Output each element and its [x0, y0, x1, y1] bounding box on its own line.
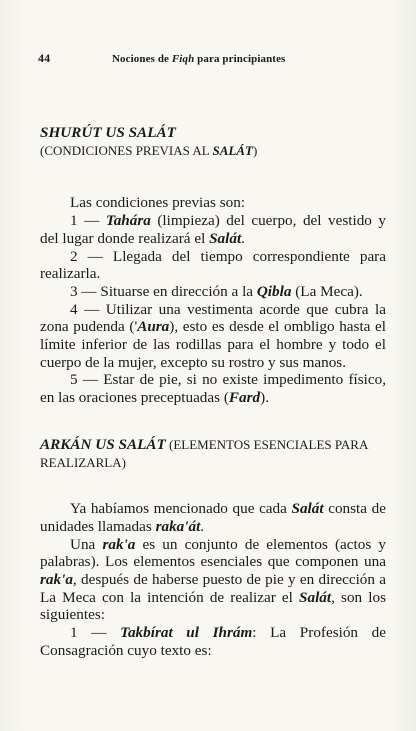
page-header [38, 51, 378, 67]
condition-2: 2 — Llegada del tiempo correspondiente para realizarla. [40, 247, 386, 283]
element-1: 1 — Takbírat ul Ihrám: La Profesión de Consagración cuyo texto es: [40, 624, 386, 659]
intro-paragraph: Las condiciones previas son: [70, 194, 246, 212]
raka-paragraph: Ya habíamos mencionado que cada Salát consta de unidades llamadas raka'át. [40, 500, 386, 535]
condition-5: 5 — Estar de pie, si no existe impedimento físico, en las oraciones preceptuadas (Fard). [40, 371, 386, 407]
condition-4: 4 — Utilizar una vestimenta acorde que cubra la zona pudenda ('Aura), esto es desde el ombligo hasta el límite inferior de las rodillas para el hombre y todo el cuerpo de la mujer, excepto su rostro y sus manos. [40, 300, 386, 371]
condition-3: 3 — Situarse en dirección a la Qibla (La Meca). [70, 282, 363, 300]
running-head: Nociones de Fiqh para principiantes [112, 53, 286, 65]
section-title-arkan: ARKÁN US SALÁT (ELEMENTOS ESENCIALES PARA REALIZARLA) [40, 435, 368, 470]
spacer [40, 471, 386, 500]
spacer [40, 159, 386, 194]
elements-paragraph: Una rak'a es un conjunto de elementos (actos y palabras). Los elementos esenciales que componen una rak'a, después de haberse puesto de pie y en dirección a La Meca con la intención de realizar el Salát, son los siguientes: [40, 535, 386, 624]
condition-1: 1 — Tahára (limpieza) del cuerpo, del vestido y del lugar donde realizará el Salát. [40, 212, 386, 247]
page-number: 44 [38, 51, 51, 65]
spacer [40, 407, 386, 436]
section-title-shurut: SHURÚT US SALÁT (CONDICIONES PREVIAS AL SALÁT) [40, 124, 258, 158]
page-content [40, 124, 386, 660]
